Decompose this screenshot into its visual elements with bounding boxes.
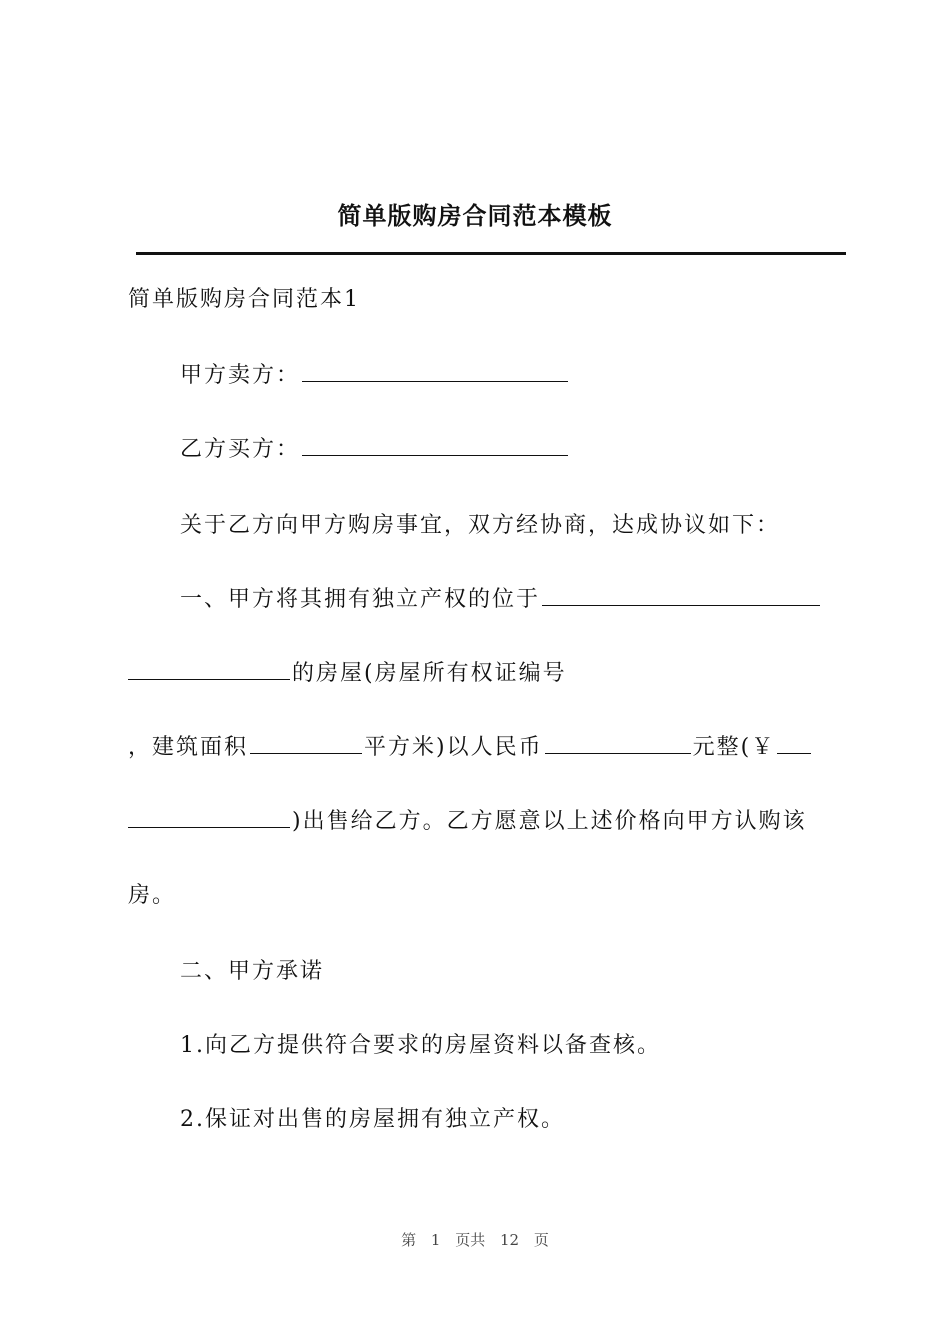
party-b-blank (302, 437, 568, 456)
party-a-blank (302, 363, 568, 382)
page-number-footer: 第 1 页共 12 页 (401, 1231, 549, 1249)
price-words-blank (545, 735, 691, 754)
price-number-blank-continued (128, 809, 290, 828)
title-divider (136, 252, 846, 255)
yuan-text: 元整(￥ (692, 735, 776, 760)
sale-text: )出售给乙方。乙方愿意以上述价格向甲方认购该 (292, 809, 807, 834)
location-blank (542, 587, 820, 606)
party-a-line (180, 358, 844, 389)
price-number-blank (777, 735, 811, 754)
party-b-label: 乙方买方： (180, 437, 301, 462)
clause1-line4 (128, 804, 844, 835)
party-a-label: 甲方卖方： (180, 363, 301, 388)
area-unit-text: 平方米)以人民币 (364, 735, 543, 760)
document-title: 简单版购房合同范本模板 (337, 201, 613, 230)
clause1-line1 (180, 582, 844, 613)
clause2-heading: 二、甲方承诺 (180, 959, 325, 984)
intro-paragraph: 关于乙方向甲方购房事宜，双方经协商，达成协议如下： (180, 513, 781, 538)
clause1-start-text: 一、甲方将其拥有独立产权的位于 (180, 587, 541, 612)
party-b-line (180, 432, 844, 463)
clause2-item-1: 1.向乙方提供符合要求的房屋资料以备查核。 (180, 1033, 661, 1058)
clause1-line3 (128, 730, 844, 761)
clause2-item-2: 2.保证对出售的房屋拥有独立产权。 (180, 1107, 565, 1132)
clause1-line5: 房。 (128, 883, 177, 908)
location-blank-continued (128, 661, 290, 680)
clause1-line2 (128, 656, 844, 687)
area-blank (250, 735, 362, 754)
area-prefix-text: ，建筑面积 (128, 735, 249, 760)
contract-subtitle: 简单版购房合同范本1 (128, 287, 360, 312)
clause1-house-text: 的房屋(房屋所有权证编号 (292, 661, 567, 686)
